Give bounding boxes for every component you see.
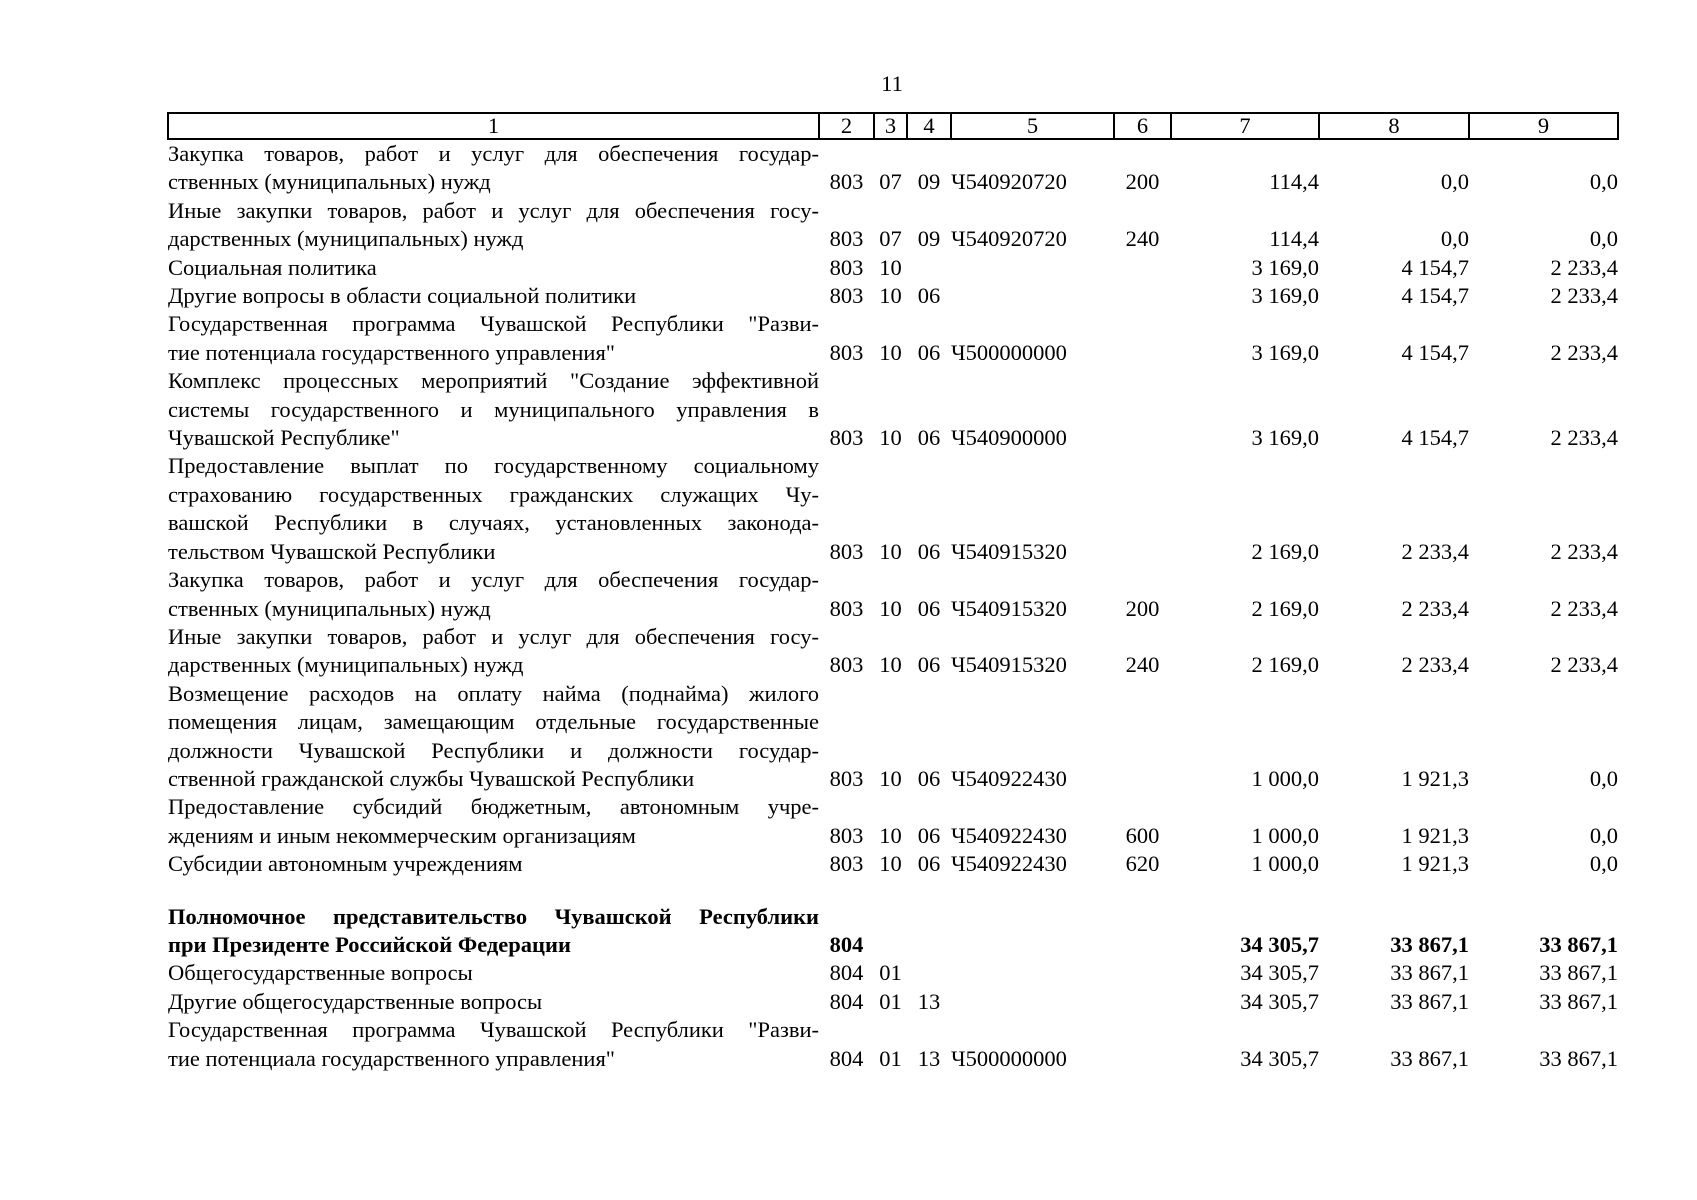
header-cell: 7 [1171, 113, 1319, 139]
header-cell: 5 [951, 113, 1114, 139]
row-label-line: ждениям и иным некоммерческим организациям [168, 822, 636, 848]
table-row [168, 139, 1618, 197]
cell-c5: Ч540915320 [951, 652, 1067, 678]
cell-c6 [1114, 988, 1171, 1016]
cell-c2: 804 [829, 960, 864, 986]
cell-c7: 3 169,0 [1251, 254, 1319, 280]
cell-c9: 2 233,4 [1550, 339, 1618, 365]
header-cell: 4 [907, 113, 951, 139]
row-label-line: Государственная программа Чувашской Республики "Разви- [168, 311, 819, 337]
cell-c5: Ч540900000 [951, 425, 1067, 451]
row-label-line: при Президенте Российской Федерации [168, 931, 571, 957]
cell-c4: 06 [917, 822, 941, 848]
cell-c4: 09 [917, 226, 941, 252]
cell-c8: 4 154,7 [1401, 254, 1469, 280]
table-row [168, 793, 1618, 850]
row-label-line: Закупка товаров, работ и услуг для обеспечения государ- [168, 567, 819, 593]
cell-c7: 3 169,0 [1251, 283, 1319, 309]
row-label-line: системы государственного и муниципального управления в [168, 396, 819, 422]
cell-c7: 3 169,0 [1251, 339, 1319, 365]
row-label-line: Полномочное представительство Чувашской Республики [168, 903, 819, 929]
cell-c6: 620 [1125, 851, 1160, 877]
cell-c8: 33 867,1 [1390, 931, 1469, 957]
cell-c2: 803 [829, 425, 864, 451]
cell-c8: 1 921,3 [1401, 851, 1469, 877]
row-label [168, 1016, 819, 1073]
cell-c9: 33 867,1 [1539, 960, 1618, 986]
cell-c4: 06 [917, 851, 941, 877]
row-label-line: Социальная политика [168, 254, 377, 280]
cell-c8: 33 867,1 [1390, 960, 1469, 986]
page-number: 11 [881, 71, 903, 96]
cell-c3: 10 [879, 339, 902, 365]
cell-c4: 13 [917, 988, 941, 1014]
table-row [168, 566, 1618, 623]
cell-c2: 803 [829, 283, 864, 309]
row-label [168, 282, 819, 310]
row-label [168, 680, 819, 794]
cell-c9: 33 867,1 [1539, 931, 1618, 957]
cell-c6 [1114, 959, 1171, 987]
cell-c9: 2 233,4 [1550, 595, 1618, 621]
cell-c8: 1 921,3 [1401, 822, 1469, 848]
row-label-line: должности Чувашской Республики и должности государ- [168, 737, 819, 763]
cell-c4: 13 [917, 1045, 941, 1071]
table-row [168, 903, 1618, 960]
cell-c7: 2 169,0 [1251, 595, 1319, 621]
cell-c2: 803 [829, 226, 864, 252]
header-cell: 2 [819, 113, 874, 139]
cell-c9: 0,0 [1589, 822, 1618, 848]
cell-c3: 01 [879, 960, 902, 986]
cell-c8: 33 867,1 [1390, 1045, 1469, 1071]
row-label-line: Государственная программа Чувашской Республики "Разви- [168, 1017, 819, 1043]
cell-c9: 2 233,4 [1550, 254, 1618, 280]
row-label [168, 452, 819, 566]
spacer-cell [168, 879, 1618, 903]
row-label-line: Иные закупки товаров, работ и услуг для обеспечения госу- [168, 197, 819, 223]
cell-c8: 1 921,3 [1401, 765, 1469, 791]
row-label-line: ственных (муниципальных) нужд [168, 169, 491, 195]
row-label [168, 988, 819, 1016]
cell-c3: 07 [879, 226, 902, 252]
row-label-line: страхованию государственных гражданских служащих Чу- [168, 481, 819, 507]
table-row [168, 959, 1618, 987]
cell-c5 [951, 959, 1114, 987]
cell-c6 [1114, 903, 1171, 960]
cell-c5 [951, 988, 1114, 1016]
table-row [168, 1016, 1618, 1073]
row-label-line: вашской Республики в случаях, установленных законода- [168, 510, 819, 536]
cell-c2: 803 [829, 652, 864, 678]
row-label [168, 903, 819, 960]
header-cell: 8 [1319, 113, 1469, 139]
row-label-line: Другие вопросы в области социальной политики [168, 283, 637, 309]
cell-c8: 0,0 [1440, 226, 1469, 252]
cell-c5: Ч540920720 [951, 226, 1067, 252]
cell-c3: 10 [879, 765, 902, 791]
row-label [168, 793, 819, 850]
cell-c2: 803 [829, 822, 864, 848]
cell-c7: 34 305,7 [1240, 1045, 1319, 1071]
row-label-line: Возмещение расходов на оплату найма (поднайма) жилого [168, 680, 819, 706]
table-row [168, 452, 1618, 566]
cell-c6: 600 [1125, 822, 1160, 848]
cell-c4: 09 [917, 169, 941, 195]
cell-c3: 01 [879, 1045, 902, 1071]
row-label-line: Иные закупки товаров, работ и услуг для обеспечения госу- [168, 623, 819, 649]
cell-c4 [907, 959, 951, 987]
row-label-line: дарственных (муниципальных) нужд [168, 652, 524, 678]
cell-c7: 34 305,7 [1240, 960, 1319, 986]
cell-c5: Ч540922430 [951, 851, 1067, 877]
cell-c4: 06 [917, 538, 941, 564]
cell-c7: 3 169,0 [1251, 425, 1319, 451]
cell-c6 [1114, 452, 1171, 566]
cell-c4: 06 [917, 765, 941, 791]
cell-c2: 803 [829, 595, 864, 621]
spacer-row [168, 879, 1618, 903]
cell-c3: 10 [879, 254, 902, 280]
row-label [168, 197, 819, 254]
cell-c4: 06 [917, 595, 941, 621]
table-row [168, 680, 1618, 794]
table-row [168, 197, 1618, 254]
row-label [168, 850, 819, 878]
cell-c8: 4 154,7 [1401, 425, 1469, 451]
row-label [168, 310, 819, 367]
cell-c6 [1114, 282, 1171, 310]
row-label-line: тие потенциала государственного управления" [168, 339, 615, 365]
cell-c8: 0,0 [1440, 169, 1469, 195]
table-row [168, 367, 1618, 452]
cell-c7: 114,4 [1269, 169, 1319, 195]
cell-c3 [874, 903, 907, 960]
cell-c8: 2 233,4 [1401, 595, 1469, 621]
cell-c5: Ч540915320 [951, 538, 1067, 564]
cell-c9: 0,0 [1589, 851, 1618, 877]
row-label-line: Субсидии автономным учреждениям [168, 851, 523, 877]
row-label-line: помещения лицам, замещающим отдельные государственные [168, 709, 819, 735]
cell-c9: 2 233,4 [1550, 425, 1618, 451]
cell-c3: 01 [879, 988, 902, 1014]
cell-c7: 1 000,0 [1251, 822, 1319, 848]
table-body [168, 139, 1618, 1073]
cell-c9: 33 867,1 [1539, 988, 1618, 1014]
cell-c6: 200 [1125, 595, 1160, 621]
table-row [168, 623, 1618, 680]
row-label-line: тие потенциала государственного управления" [168, 1045, 615, 1071]
row-label-line: Закупка товаров, работ и услуг для обеспечения государ- [168, 141, 819, 166]
cell-c6 [1114, 1016, 1171, 1073]
row-label-line: ственной гражданской службы Чувашской Республики [168, 765, 695, 791]
cell-c4 [907, 903, 951, 960]
table-row [168, 850, 1618, 878]
cell-c9: 2 233,4 [1550, 538, 1618, 564]
row-label-line: дарственных (муниципальных) нужд [168, 226, 524, 252]
row-label-line: Общегосударственные вопросы [168, 960, 473, 986]
cell-c2: 803 [829, 851, 864, 877]
cell-c5: Ч500000000 [951, 339, 1067, 365]
cell-c2: 803 [829, 339, 864, 365]
cell-c8: 4 154,7 [1401, 283, 1469, 309]
cell-c3: 10 [879, 538, 902, 564]
cell-c5: Ч540922430 [951, 765, 1067, 791]
cell-c7: 1 000,0 [1251, 765, 1319, 791]
row-label-line: Предоставление субсидий бюджетным, автономным учре- [168, 794, 819, 820]
cell-c2: 803 [829, 169, 864, 195]
cell-c7: 34 305,7 [1240, 988, 1319, 1014]
cell-c4: 06 [917, 652, 941, 678]
cell-c9: 2 233,4 [1550, 652, 1618, 678]
cell-c7: 1 000,0 [1251, 851, 1319, 877]
cell-c3: 10 [879, 652, 902, 678]
cell-c6 [1114, 310, 1171, 367]
cell-c2: 803 [829, 538, 864, 564]
row-label-line: Комплекс процессных мероприятий "Создание эффективной [168, 368, 819, 394]
cell-c6 [1114, 367, 1171, 452]
row-label [168, 959, 819, 987]
cell-c5 [951, 254, 1114, 282]
cell-c6: 240 [1125, 652, 1160, 678]
row-label-line: тельством Чувашской Республики [168, 538, 496, 564]
cell-c2: 804 [829, 988, 864, 1014]
cell-c8: 33 867,1 [1390, 988, 1469, 1014]
row-label [168, 623, 819, 680]
row-label [168, 367, 819, 452]
cell-c4: 06 [917, 339, 941, 365]
cell-c7: 2 169,0 [1251, 538, 1319, 564]
cell-c4: 06 [917, 283, 941, 309]
row-label-line: Предоставление выплат по государственному социальному [168, 453, 819, 479]
cell-c9: 0,0 [1589, 169, 1618, 195]
cell-c4 [907, 254, 951, 282]
cell-c8: 4 154,7 [1401, 339, 1469, 365]
cell-c5 [951, 903, 1114, 960]
cell-c5 [951, 282, 1114, 310]
table-row [168, 310, 1618, 367]
row-label-line: Другие общегосударственные вопросы [168, 988, 543, 1014]
cell-c9: 33 867,1 [1539, 1045, 1618, 1071]
cell-c5: Ч540920720 [951, 169, 1067, 195]
cell-c4: 06 [917, 425, 941, 451]
cell-c5: Ч500000000 [951, 1045, 1067, 1071]
header-cell: 6 [1114, 113, 1171, 139]
cell-c3: 10 [879, 822, 902, 848]
header-cell: 3 [874, 113, 907, 139]
table-row [168, 254, 1618, 282]
cell-c6: 200 [1125, 169, 1160, 195]
cell-c2: 804 [829, 1045, 864, 1071]
cell-c8: 2 233,4 [1401, 652, 1469, 678]
cell-c6: 240 [1125, 226, 1160, 252]
cell-c9: 0,0 [1589, 226, 1618, 252]
row-label [168, 566, 819, 623]
cell-c9: 2 233,4 [1550, 283, 1618, 309]
cell-c6 [1114, 680, 1171, 794]
cell-c7: 2 169,0 [1251, 652, 1319, 678]
cell-c2: 804 [829, 931, 864, 957]
row-label-line: Чувашской Республике" [168, 425, 400, 451]
cell-c8: 2 233,4 [1401, 538, 1469, 564]
row-label-line: ственных (муниципальных) нужд [168, 595, 491, 621]
cell-c3: 10 [879, 425, 902, 451]
header-row [168, 113, 1618, 139]
cell-c7: 114,4 [1269, 226, 1319, 252]
cell-c5: Ч540915320 [951, 595, 1067, 621]
table-row [168, 282, 1618, 310]
cell-c9: 0,0 [1589, 765, 1618, 791]
cell-c3: 07 [879, 169, 902, 195]
cell-c3: 10 [879, 283, 902, 309]
budget-table [167, 112, 1619, 1073]
cell-c5: Ч540922430 [951, 822, 1067, 848]
cell-c2: 803 [829, 765, 864, 791]
header-cell: 1 [168, 113, 819, 139]
row-label [168, 139, 819, 197]
cell-c3: 10 [879, 595, 902, 621]
row-label [168, 254, 819, 282]
header-cell: 9 [1469, 113, 1618, 139]
cell-c2: 803 [829, 254, 864, 280]
cell-c3: 10 [879, 851, 902, 877]
cell-c7: 34 305,7 [1240, 931, 1319, 957]
cell-c6 [1114, 254, 1171, 282]
table-row [168, 988, 1618, 1016]
